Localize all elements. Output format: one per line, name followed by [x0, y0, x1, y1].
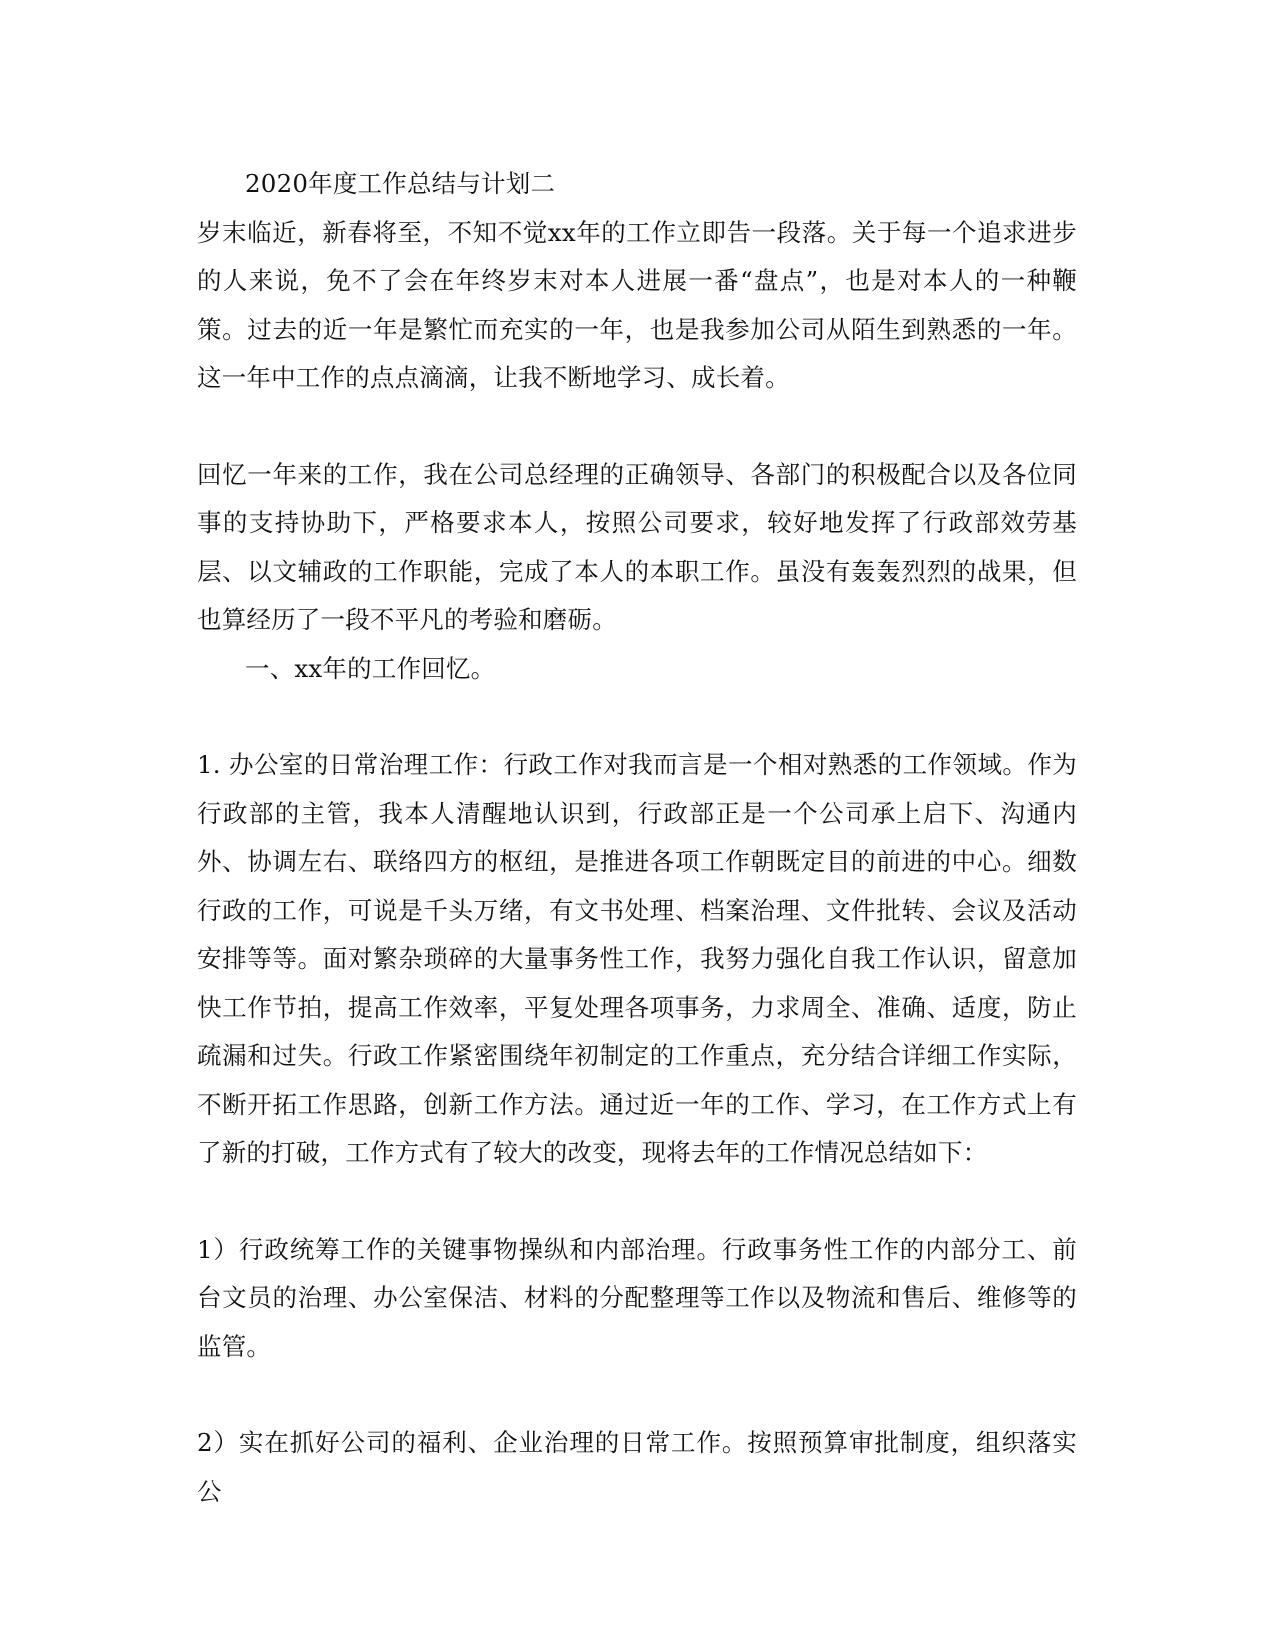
document-body [197, 160, 1077, 1516]
paragraph-item-1: 1）行政统筹工作的关键事物操纵和内部治理。行政事务性工作的内部分工、前台文员的治理、办公室保洁、材料的分配整理等工作以及物流和售后、维修等的监管。 [197, 1234, 1077, 1361]
section-heading: 一、xx年的工作回忆。 [245, 653, 496, 683]
paragraph-intro: 岁末临近，新春将至，不知不觉xx年的工作立即告一段落。关于每一个追求进步的人来说，免不了会在年终岁末对本人进展一番“盘点”，也是对本人的一种鞭策。过去的近一年是繁忙而充实的一年，也是我参加公司从陌生到熟悉的一年。这一年中工作的点点滴滴，让我不断地学习、成长着。 [197, 217, 1077, 392]
paragraph-office-management: 1. 办公室的日常治理工作：行政工作对我而言是一个相对熟悉的工作领域。作为行政部的主管，我本人清醒地认识到，行政部正是一个公司承上启下、沟通内外、协调左右、联络四方的枢纽，是推进各项工作朝既定目的前进的中心。细数行政的工作，可说是千头万绪，有文书处理、档案治理、文件批转、会议及活动安排等等。面对繁杂琐碎的大量事务性工作，我努力强化自我工作认识，留意加快工作节拍，提高工作效率，平复处理各项事务，力求周全、准确、适度，防止疏漏和过失。行政工作紧密围绕年初制定的工作重点，充分结合详细工作实际，不断开拓工作思路，创新工作方法。通过近一年的工作、学习，在工作方式上有了新的打破，工作方式有了较大的改变，现将去年的工作情况总结如下： [197, 750, 1077, 1167]
paragraph-review: 回忆一年来的工作，我在公司总经理的正确领导、各部门的积极配合以及各位同事的支持协助下，严格要求本人，按照公司要求，较好地发挥了行政部效劳基层、以文辅政的工作职能，完成了本人的本职工作。虽没有轰轰烈烈的战果，但也算经历了一段不平凡的考验和磨砺。 [197, 459, 1077, 634]
document-title: 2020年度工作总结与计划二 [245, 169, 556, 198]
paragraph-item-2: 2）实在抓好公司的福利、企业治理的日常工作。按照预算审批制度，组织落实公 [197, 1428, 1077, 1506]
